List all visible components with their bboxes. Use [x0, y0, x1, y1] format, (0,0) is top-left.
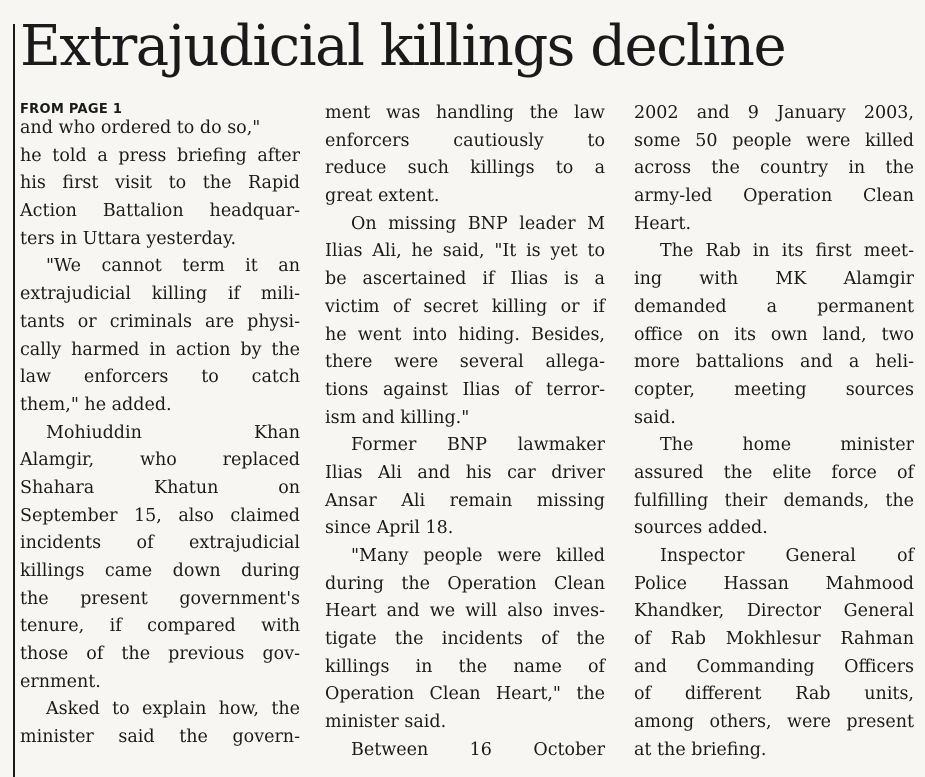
article-column-2 — [325, 100, 605, 765]
text-line: tigate the incidents of the — [325, 629, 605, 650]
text-line: tenure, if compared with — [20, 616, 300, 637]
text-line: ernment. — [20, 671, 101, 692]
text-line: of Rab Mokhlesur Rahman — [634, 629, 914, 650]
text-line: across the country in the — [634, 158, 914, 179]
text-line: at the briefing. — [634, 739, 767, 760]
text-line: minister said. — [325, 712, 447, 733]
text-line: tions against Ilias of terror- — [325, 379, 605, 400]
text-line: Alamgir, who replaced — [20, 450, 300, 471]
text-line: reduce such killings to a — [325, 158, 605, 179]
text-line: said. — [634, 407, 676, 428]
text-line: office on its own land, two — [634, 324, 914, 345]
text-line: during the Operation Clean — [325, 573, 605, 594]
text-line: Asked to explain how, the — [46, 699, 300, 720]
text-line: minister said the govern- — [20, 727, 300, 748]
text-line: and who ordered to do so," — [20, 118, 261, 138]
text-line: law enforcers to catch — [20, 367, 300, 388]
text-line: Ilias Ali, he said, "It is yet to — [325, 241, 605, 262]
text-line: of different Rab units, — [634, 684, 914, 705]
kicker-from-page: FROM PAGE 1 — [20, 102, 123, 117]
text-line: since April 18. — [325, 518, 454, 539]
text-line: army-led Operation Clean — [634, 186, 914, 207]
text-line: demanded a permanent — [634, 296, 914, 317]
text-line: Mohiuddin Khan — [46, 422, 300, 443]
text-line: The Rab in its first meet- — [660, 241, 914, 262]
text-line: he went into hiding. Besides, — [325, 324, 605, 345]
text-line: tants or criminals are physi- — [20, 311, 300, 332]
text-line: there were several allega- — [325, 352, 605, 373]
text-line: great extent. — [325, 186, 440, 207]
text-line: enforcers cautiously to — [325, 130, 605, 151]
article-column-1 — [20, 115, 300, 752]
text-line: ing with MK Alamgir — [634, 269, 914, 290]
text-line: Between 16 October — [351, 739, 605, 760]
text-line: sources added. — [634, 518, 768, 539]
text-line: more battalions and a heli- — [634, 352, 914, 373]
text-line: Heart. — [634, 213, 692, 234]
text-line: his first visit to the Rapid — [20, 173, 300, 194]
text-line: 2002 and 9 January 2003, — [634, 103, 914, 123]
headline: Extrajudicial killings decline — [20, 14, 786, 79]
article-column-3 — [634, 100, 914, 765]
text-line: Ansar Ali remain missing — [325, 490, 605, 511]
text-line: The home minister — [660, 435, 914, 456]
text-line: killings came down during — [20, 561, 300, 581]
text-line: incidents of extrajudicial — [20, 533, 300, 554]
text-line: Heart and we will also inves- — [325, 601, 605, 622]
text-line: Khandker, Director General — [634, 601, 914, 622]
text-line: those of the previous gov- — [20, 644, 300, 665]
text-line: fulfilling their demands, the — [634, 490, 914, 511]
text-line: Operation Clean Heart," the — [325, 684, 605, 705]
text-line: September 15, also claimed — [20, 505, 300, 526]
text-line: extrajudicial killing if mili- — [20, 284, 300, 305]
text-line: Police Hassan Mahmood — [634, 573, 914, 594]
text-line: victim of secret killing or if — [325, 296, 605, 317]
text-line: cally harmed in action by the — [20, 339, 300, 360]
text-line: Shahara Khatun on — [20, 477, 300, 498]
text-line: some 50 people were killed — [634, 130, 914, 151]
text-line: and Commanding Officers — [634, 656, 914, 677]
text-line: them," he added. — [20, 394, 172, 415]
text-line: Action Battalion headquar- — [20, 201, 300, 222]
text-line: Inspector General of — [660, 546, 914, 566]
text-line: ism and killing." — [325, 407, 470, 428]
text-line: "We cannot term it an — [46, 256, 300, 277]
text-line: On missing BNP leader M — [351, 213, 605, 234]
text-line: copter, meeting sources — [634, 379, 914, 400]
text-line: killings in the name of — [325, 656, 605, 677]
text-line: Former BNP lawmaker — [351, 435, 605, 456]
text-line: ters in Uttara yesterday. — [20, 228, 237, 249]
text-line: among others, were present — [634, 712, 914, 733]
text-line: Ilias Ali and his car driver — [325, 462, 605, 483]
text-line: "Many people were killed — [351, 546, 605, 566]
text-line: the present government's — [20, 588, 300, 609]
text-line: he told a press briefing after — [20, 145, 300, 166]
text-line: assured the elite force of — [634, 462, 914, 483]
text-line: be ascertained if Ilias is a — [325, 269, 605, 290]
column-rule — [13, 24, 15, 777]
text-line: ment was handling the law — [325, 103, 605, 123]
